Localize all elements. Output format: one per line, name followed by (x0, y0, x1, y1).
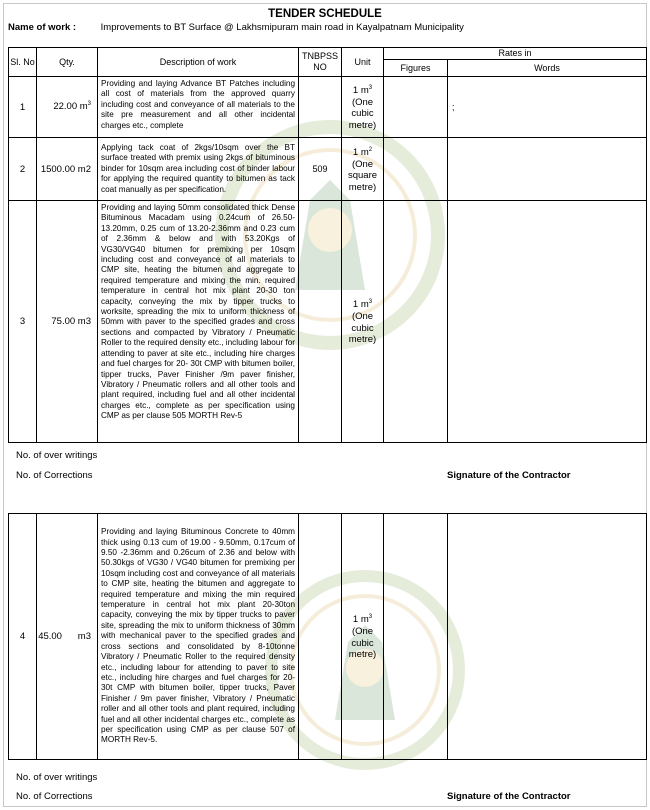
row-qty: 22.00 $m^3$ (37, 77, 98, 138)
table-row (9, 201, 647, 443)
row-sl: 3 (9, 201, 37, 443)
name-of-work-value: Improvements to BT Surface @ Lakhsmipuram main road in Kayalpatnam Municipality (100, 22, 464, 33)
row-words (448, 201, 647, 443)
signature-label: Signature of the Contractor (447, 791, 571, 802)
over-writings-label: No. of over writings (16, 450, 98, 461)
col-header-unit: Unit (342, 48, 384, 77)
row-description: Providing and laying Bituminous Concrete to 40mm thick using 0.13 cum of 19.00 - 9.50mm, 0.17cum of 9.50 -2.36mm and 0.26cum of 2.36 and below with 50.30kgs of VG30 / VG40 bitumen for premixing per 10sqm including cost and conveyance of all materials to CMP site, heating the bitumen and aggregate to required temperature and mixing the min required temperature in central hot mix plant 20-30ton capacity, conveying the mix by tipper trucks to paver site, spreading the mix to uniform thickness of 30mm with mechanical paver to the specified grades and cross sections and consolidated by 8-10tonne Vibratory / Pneumatic Roller to the required density etc., including labour for attending to paver to site etc., including hire charges and fuel charges for 20-30t CMP with bitumen boiler, tipper trucks, Paver Finisher / 9m paver finisher, Vibratory / Pneumatic roller and all other tools and plant required, including fuel and all other incidental charges etc., complete as per specification using CMP as per clause 507 of MORTH Rev-5. (98, 514, 299, 760)
tender-schedule-table-continued (8, 513, 647, 760)
corrections-label: No. of Corrections (16, 470, 93, 481)
row-words: ; (448, 77, 647, 138)
page-title: TENDER SCHEDULE (268, 8, 382, 20)
col-header-tnbpss: TNBPSS NO (299, 48, 342, 77)
over-writings-label: No. of over writings (16, 772, 98, 783)
table-row (9, 514, 647, 760)
row-figures (384, 138, 448, 201)
row-unit: 1 $m^3$ (One cubic metre) (342, 514, 384, 760)
col-header-rates-in: Rates in (384, 48, 647, 60)
corrections-label: No. of Corrections (16, 791, 93, 802)
row-tnbpss (299, 77, 342, 138)
row-sl: 1 (9, 77, 37, 138)
row-words (448, 138, 647, 201)
signature-label: Signature of the Contractor (447, 470, 571, 481)
row-tnbpss (299, 201, 342, 443)
row-sl: 2 (9, 138, 37, 201)
row-unit: 1 $m^3$ (One cubic metre) (342, 77, 384, 138)
row-description: Applying tack coat of 2kgs/10sqm over the BT surface treated with premix using 2kgs of bituminous binder for 10sqm area including cost of binder labour for applying the required quantity to bitumen as tack coat manually as per specification. (98, 138, 299, 201)
row-figures (384, 514, 448, 760)
row-figures (384, 201, 448, 443)
table-row (9, 138, 647, 201)
row-tnbpss (299, 514, 342, 760)
row-qty: 45.00 m3 (37, 514, 98, 760)
col-header-figures: Figures (384, 60, 448, 77)
row-tnbpss: 509 (299, 138, 342, 201)
row-description: Providing and laying 50mm consolidated thick Dense Bituminous Macadam using 0.24cum of 26.50-13.20mm, 0.25 cum of 13.20-2.36mm and 0.23 cum of 2.36mm & below and with 53.20Kgs of VG30/VG40 bitumen for premixing per 10sqm including cost and conveyance of all materials to CMP site, heating the bitumen and aggregate to required temperature and mixing the min. required temperature in central hot mix plant 20-30 ton capacity, conveying the mix by tipper trucks to worksite, spreading the mix to uniform thickness of 50mm with paver to the specified grades and cross sections and compacted by Vibratory / Pneumatic Roller to the required density etc., including labour for attending to paver at site etc., including hire charges and fuel charges for 20- 30t CMP with bitumen boiler, tipper trucks, Paver Finisher /9m paver finisher, Vibratory / Pneumatic rollers and all other tools and plant required, including fuel and all other incidental charges etc., complete as per specification using CMP as per clause 505 MORTH Rev-5 (98, 201, 299, 443)
col-header-sl-no: Sl. No (9, 48, 37, 77)
row-description: Providing and laying Advance BT Patches including all cost of materials from the approved quarry including cost and conveyance of all materials to the site pre measurement and all other incidental charges etc., complete (98, 77, 299, 138)
row-qty: 1500.00 m2 (37, 138, 98, 201)
row-words (448, 514, 647, 760)
col-header-qty: Qty. (37, 48, 98, 77)
row-unit: 1 $m^3$ (One cubic metre) (342, 201, 384, 443)
row-unit: 1 $m^2$ (One square metre) (342, 138, 384, 201)
col-header-words: Words (448, 60, 647, 77)
name-of-work-line (8, 22, 464, 33)
name-of-work-label: Name of work : (8, 22, 77, 33)
row-figures (384, 77, 448, 138)
table-row (9, 77, 647, 138)
row-qty: 75.00 m3 (37, 201, 98, 443)
row-sl: 4 (9, 514, 37, 760)
tender-schedule-table (8, 47, 647, 443)
col-header-description: Description of work (98, 48, 299, 77)
